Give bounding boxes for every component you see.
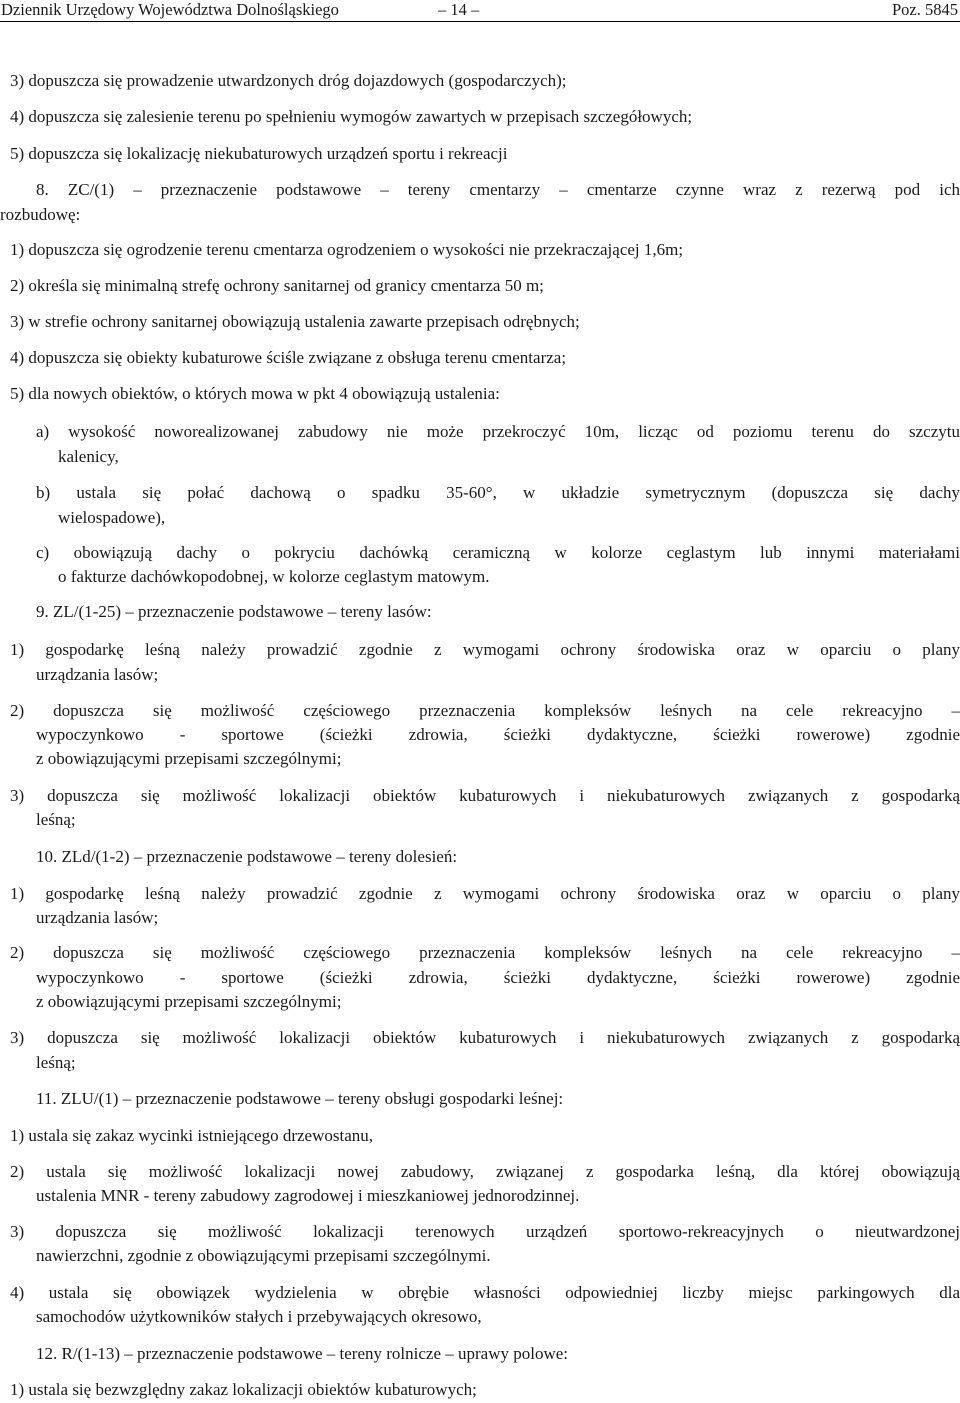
text-line: urządzania lasów; xyxy=(36,908,159,927)
text-line: rozbudowę: xyxy=(0,205,81,224)
text-line: kalenicy, xyxy=(58,447,119,466)
text-line: 4) dopuszcza się zalesienie terenu po spełnieniu wymogów zawartych w przepisach szczegółowych; xyxy=(10,107,693,126)
section-heading: 10. ZLd/(1-2) – przeznaczenie podstawowe – tereny dolesień: xyxy=(36,847,458,866)
text-line: wielospadowe), xyxy=(58,508,166,527)
journal-title: Dziennik Urzędowy Województwa Dolnośląskiego xyxy=(1,0,339,19)
section-heading: 9. ZL/(1-25) – przeznaczenie podstawowe – tereny lasów: xyxy=(36,602,432,621)
list-item: 2) ustala się możliwość lokalizacji nowej zabudowy, związanej z gospodarka leśną, dla której obowiązują xyxy=(10,1162,960,1181)
list-item: 1) gospodarkę leśną należy prowadzić zgodnie z wymogami ochrony środowiska oraz w oparciu o plany xyxy=(10,884,960,903)
list-item: 3) dopuszcza się możliwość lokalizacji obiektów kubaturowych i niekubaturowych związanych z gospodarką xyxy=(10,786,960,805)
list-item: 2) dopuszcza się możliwość częściowego przeznaczenia kompleksów leśnych na cele rekreacyjno – xyxy=(10,701,960,720)
position-number: Poz. 5845 xyxy=(892,0,958,19)
list-item: 1) ustala się zakaz wycinki istniejącego drzewostanu, xyxy=(10,1126,374,1145)
list-item: 5) dla nowych obiektów, o których mowa w pkt 4 obowiązują ustalenia: xyxy=(10,384,500,403)
section-heading: 12. R/(1-13) – przeznaczenie podstawowe – tereny rolnicze – uprawy polowe: xyxy=(36,1344,568,1363)
list-item: 1) gospodarkę leśną należy prowadzić zgodnie z wymogami ochrony środowiska oraz w oparciu o plany xyxy=(10,640,960,659)
list-item: 4) ustala się obowiązek wydzielenia w obrębie własności odpowiedniej liczby miejsc parkingowych dla xyxy=(10,1283,960,1302)
list-item: 2) dopuszcza się możliwość częściowego przeznaczenia kompleksów leśnych na cele rekreacyjno – xyxy=(10,943,960,962)
text-line: o fakturze dachówkopodobnej, w kolorze ceglastym matowym. xyxy=(58,567,490,586)
text-line: leśną; xyxy=(36,810,76,829)
list-item: 2) określa się minimalną strefę ochrony sanitarnej od granicy cmentarza 50 m; xyxy=(10,276,544,295)
text-line: ustalenia MNR - tereny zabudowy zagrodowej i mieszkaniowej jednorodzinnej. xyxy=(36,1186,580,1205)
text-line: z obowiązującymi przepisami szczególnymi; xyxy=(36,992,342,1011)
text-line: z obowiązującymi przepisami szczególnymi; xyxy=(36,749,342,768)
text-line: 3) dopuszcza się prowadzenie utwardzonych dróg dojazdowych (gospodarczych); xyxy=(10,71,567,90)
text-line: leśną; xyxy=(36,1053,76,1072)
list-item: 3) dopuszcza się możliwość lokalizacji terenowych urządzeń sportowo-rekreacyjnych o nieutwardzonej xyxy=(10,1222,960,1241)
list-item: 1) ustala się bezwzględny zakaz lokalizacji obiektów kubaturowych; xyxy=(10,1380,477,1399)
list-item: 3) dopuszcza się możliwość lokalizacji obiektów kubaturowych i niekubaturowych związanych z gospodarką xyxy=(10,1028,960,1047)
page-number: – 14 – xyxy=(438,0,480,19)
list-item: a) wysokość noworealizowanej zabudowy nie może przekroczyć 10m, licząc od poziomu terenu do szczytu xyxy=(36,422,960,441)
text-line: urządzania lasów; xyxy=(36,665,159,684)
section-heading: 8. ZC/(1) – przeznaczenie podstawowe – tereny cmentarzy – cmentarze czynne wraz z rezerwą pod ich xyxy=(36,180,960,199)
text-line: wypoczynkowo - sportowe (ścieżki zdrowia, ścieżki dydaktyczne, ścieżki rowerowe) zgodnie xyxy=(36,968,960,987)
list-item: 4) dopuszcza się obiekty kubaturowe ściśle związane z obsługa terenu cmentarza; xyxy=(10,348,567,367)
section-heading: 11. ZLU/(1) – przeznaczenie podstawowe – tereny obsługi gospodarki leśnej: xyxy=(36,1089,564,1108)
list-item: b) ustala się połać dachową o spadku 35-60°, w układzie symetrycznym (dopuszcza się dachy xyxy=(36,483,960,502)
list-item: 1) dopuszcza się ogrodzenie terenu cmentarza ogrodzeniem o wysokości nie przekraczającej 1,6m; xyxy=(10,240,684,259)
list-item: c) obowiązują dachy o pokryciu dachówką ceramiczną w kolorze ceglastym lub innymi materiałami xyxy=(36,543,960,562)
text-line: wypoczynkowo - sportowe (ścieżki zdrowia, ścieżki dydaktyczne, ścieżki rowerowe) zgodnie xyxy=(36,725,960,744)
text-line: 5) dopuszcza się lokalizację niekubaturowych urządzeń sportu i rekreacji xyxy=(10,144,508,163)
text-line: nawierzchni, zgodnie z obowiązującymi przepisami szczególnymi. xyxy=(36,1246,491,1265)
page-header xyxy=(0,0,960,22)
list-item: 3) w strefie ochrony sanitarnej obowiązują ustalenia zawarte przepisach odrębnych; xyxy=(10,312,580,331)
text-line: samochodów użytkowników stałych i przebywających okresowo, xyxy=(36,1307,482,1326)
header-divider xyxy=(0,21,960,22)
